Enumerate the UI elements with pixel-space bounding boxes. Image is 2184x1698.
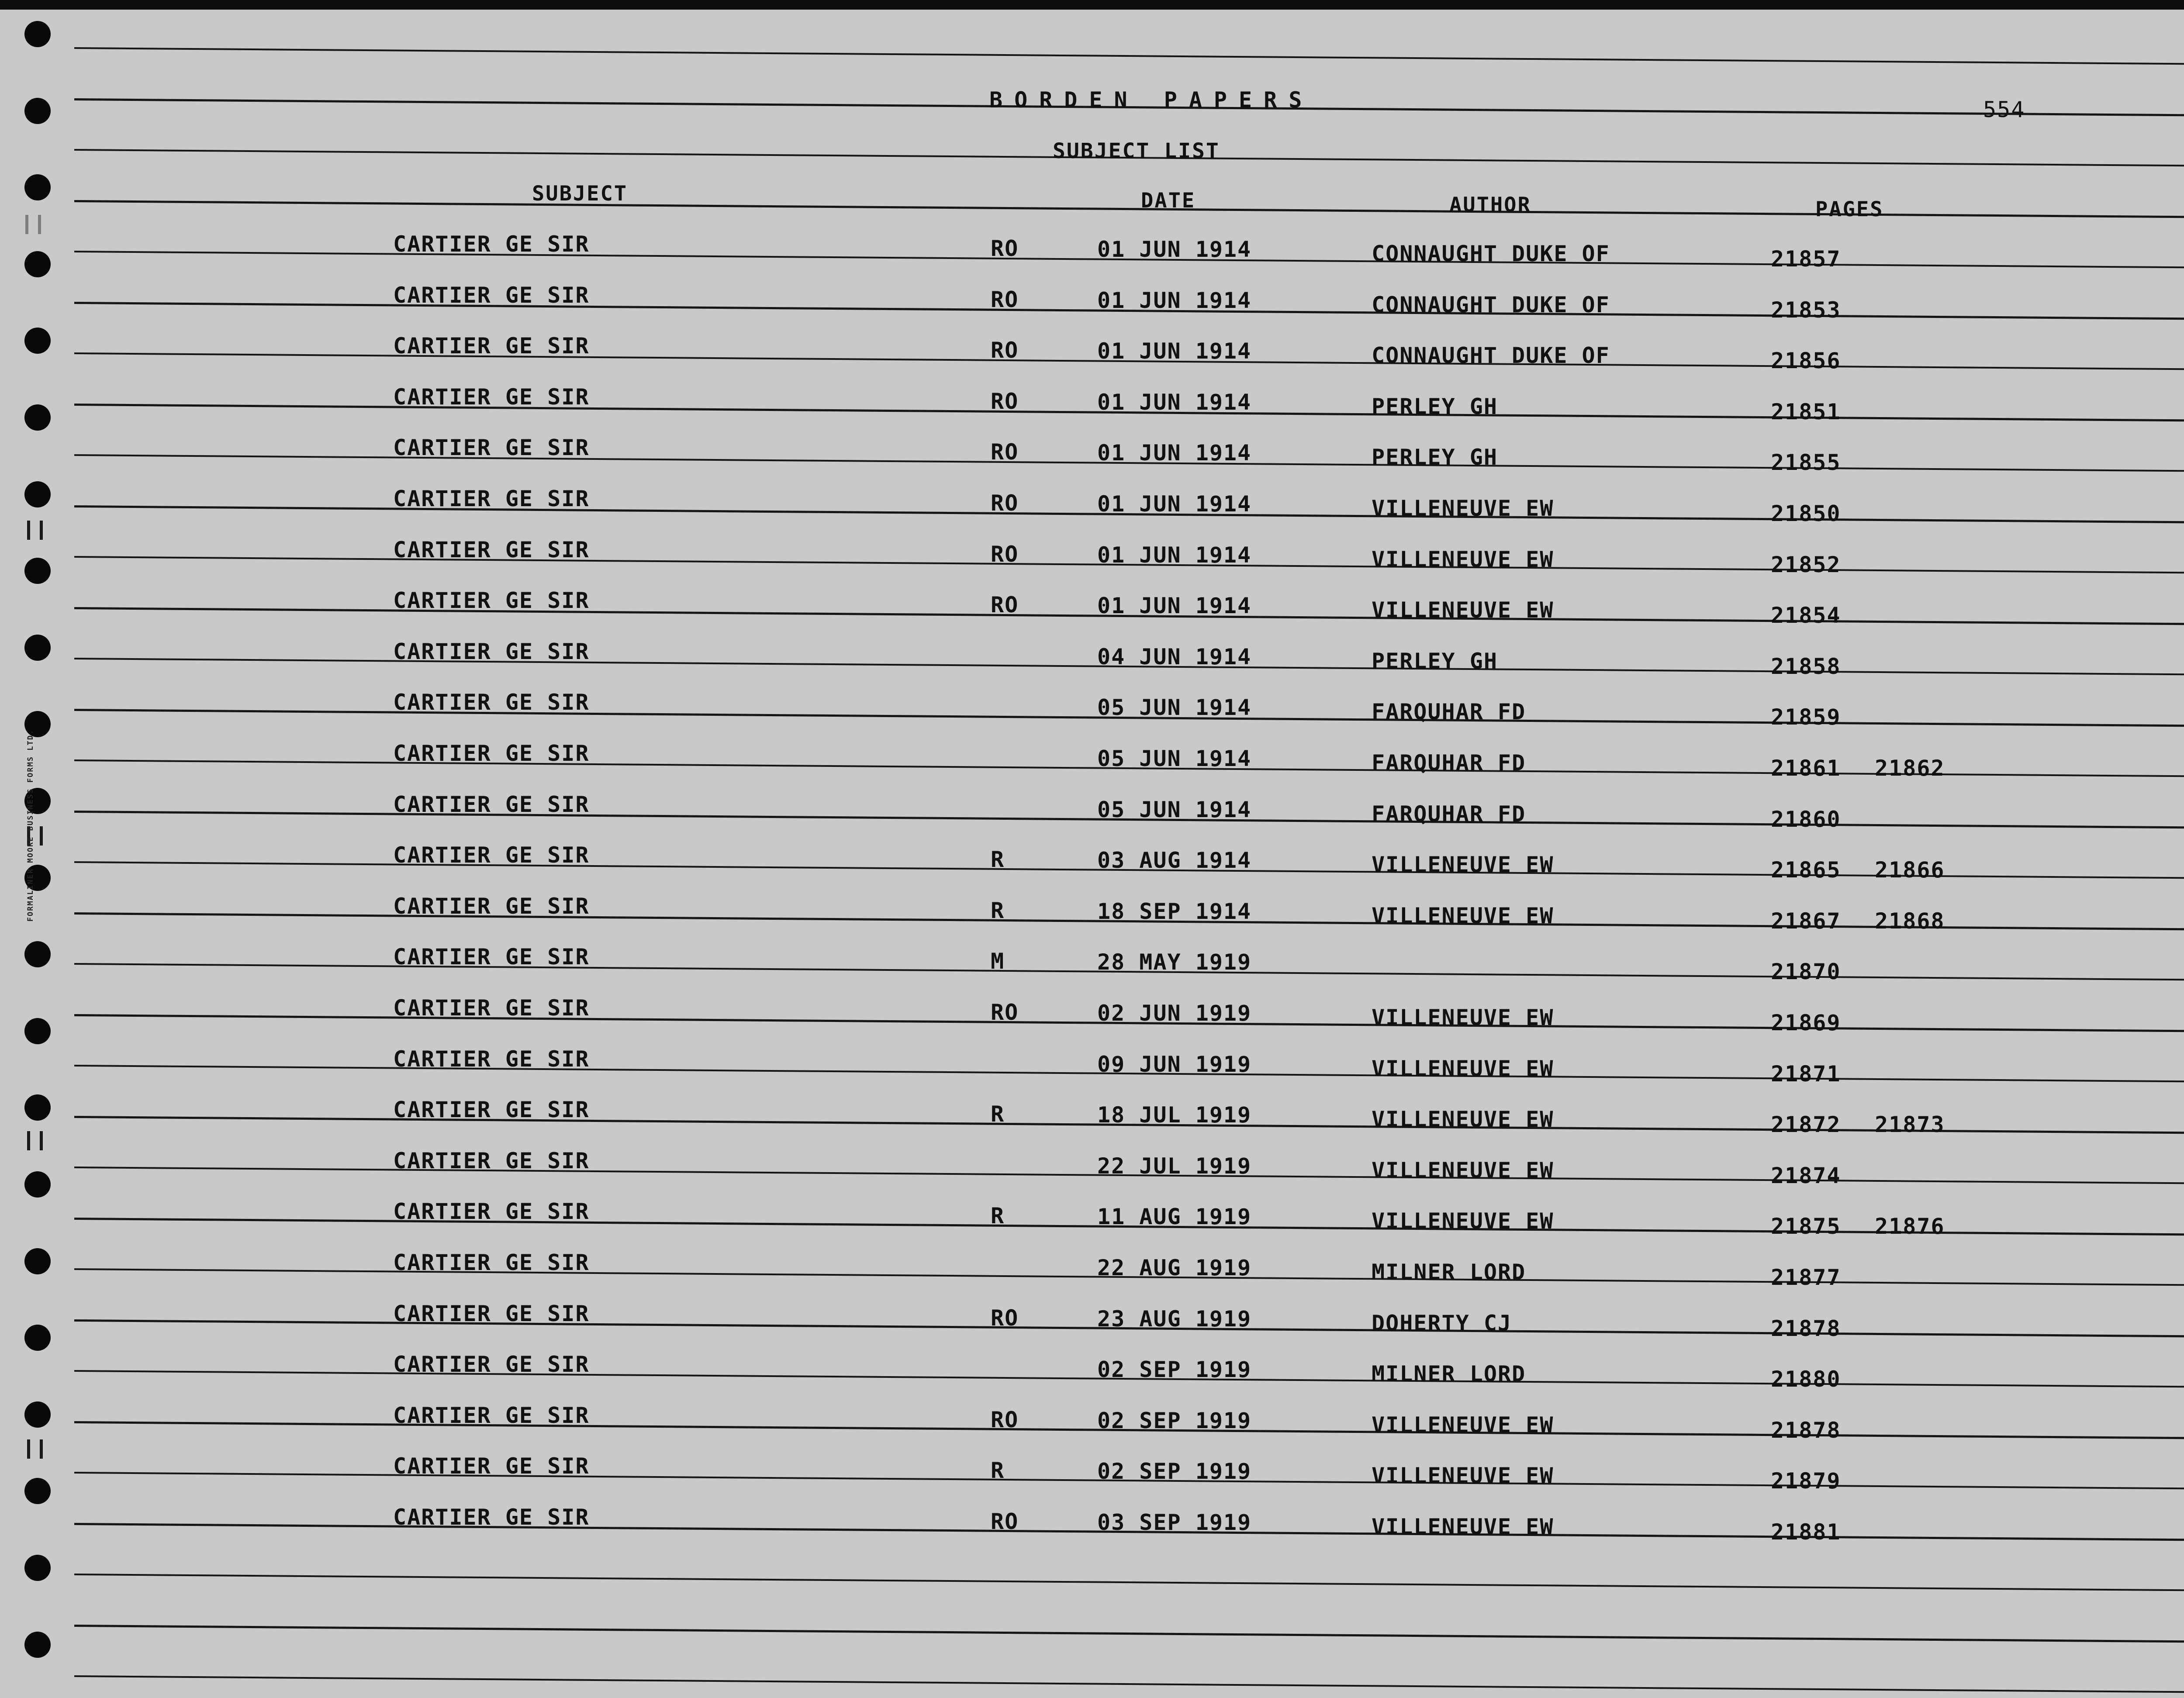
row-date: 02 SEP 1919 (1097, 1357, 1252, 1383)
row-author: MILNER LORD (1372, 1260, 1526, 1285)
row-pages: 21876 (1875, 1214, 1945, 1239)
row-author: VILLENEUVE EW (1372, 1412, 1554, 1438)
row-author: FARQUHAR FD (1372, 699, 1526, 725)
row-pages: 21853 (1771, 297, 1841, 323)
row-pages: 21866 (1875, 857, 1945, 883)
row-date: 18 JUL 1919 (1097, 1102, 1252, 1128)
row-subject: CARTIER GE SIR (393, 1250, 590, 1275)
row-pages: 21881 (1771, 1519, 1841, 1545)
row-code: RO (991, 286, 1019, 312)
row-code: RO (991, 1305, 1019, 1331)
row-author: VILLENEUVE EW (1372, 903, 1554, 928)
row-pages: 21878 (1771, 1417, 1841, 1443)
row-subject: CARTIER GE SIR (393, 995, 590, 1021)
row-date: 01 JUN 1914 (1097, 338, 1252, 364)
row-date: 05 JUN 1914 (1097, 695, 1252, 721)
row-subject: CARTIER GE SIR (393, 944, 590, 970)
row-date: 01 JUN 1914 (1097, 440, 1252, 466)
row-date: 22 JUL 1919 (1097, 1153, 1252, 1179)
document-subtitle: SUBJECT LIST (1053, 139, 1220, 163)
row-code: RO (991, 388, 1019, 414)
row-code: RO (991, 236, 1019, 261)
row-subject: CARTIER GE SIR (393, 1453, 590, 1479)
row-date: 01 JUN 1914 (1097, 593, 1252, 619)
row-pages: 21862 (1875, 756, 1945, 781)
row-author: CONNAUGHT DUKE OF (1372, 241, 1610, 266)
row-pages: 21867 (1771, 908, 1841, 934)
column-header-subject: SUBJECT (532, 182, 628, 206)
row-code: RO (991, 592, 1019, 618)
row-date: 22 AUG 1919 (1097, 1255, 1252, 1280)
row-pages: 21865 (1771, 857, 1841, 883)
row-pages: 21877 (1771, 1265, 1841, 1290)
row-date: 03 SEP 1919 (1097, 1510, 1252, 1535)
row-subject: CARTIER GE SIR (393, 282, 590, 308)
row-date: 28 MAY 1919 (1097, 949, 1252, 975)
row-code: RO (991, 490, 1019, 516)
row-author: CONNAUGHT DUKE OF (1372, 343, 1610, 369)
side-margin-label: FORMALINER MOORE BUSINESS FORMS LTD. (26, 729, 35, 922)
row-author: PERLEY GH (1372, 445, 1498, 470)
row-author: VILLENEUVE EW (1372, 852, 1554, 878)
row-subject: CARTIER GE SIR (393, 537, 590, 563)
row-subject: CARTIER GE SIR (393, 1046, 590, 1072)
row-date: 05 JUN 1914 (1097, 797, 1252, 822)
row-author: VILLENEUVE EW (1372, 546, 1554, 572)
row-pages: 21852 (1771, 552, 1841, 577)
row-author: PERLEY GH (1372, 393, 1498, 419)
row-date: 01 JUN 1914 (1097, 237, 1252, 262)
row-date: 02 JUN 1919 (1097, 1001, 1252, 1026)
row-code: M (991, 949, 1005, 974)
row-pages: 21870 (1771, 959, 1841, 985)
row-pages: 21875 (1771, 1214, 1841, 1239)
row-pages: 21856 (1771, 348, 1841, 374)
row-subject: CARTIER GE SIR (393, 588, 590, 614)
column-header-date: DATE (1141, 189, 1196, 213)
row-pages: 21880 (1771, 1367, 1841, 1392)
row-pages: 21869 (1771, 1010, 1841, 1035)
row-pages: 21878 (1771, 1315, 1841, 1341)
row-pages: 21868 (1875, 908, 1945, 934)
row-author: VILLENEUVE EW (1372, 1514, 1554, 1539)
row-pages: 21879 (1771, 1468, 1841, 1494)
row-subject: CARTIER GE SIR (393, 842, 590, 868)
row-author: VILLENEUVE EW (1372, 1157, 1554, 1183)
row-subject: CARTIER GE SIR (393, 1301, 590, 1326)
row-author: DOHERTY CJ (1372, 1310, 1512, 1336)
column-header-author: AUTHOR (1449, 193, 1531, 217)
row-subject: CARTIER GE SIR (393, 690, 590, 715)
row-subject: CARTIER GE SIR (393, 1097, 590, 1123)
row-subject: CARTIER GE SIR (393, 486, 590, 511)
row-code: RO (991, 338, 1019, 363)
row-code: RO (991, 1509, 1019, 1534)
row-author: MILNER LORD (1372, 1361, 1526, 1387)
row-subject: CARTIER GE SIR (393, 1402, 590, 1428)
row-date: 09 JUN 1919 (1097, 1051, 1252, 1077)
row-subject: CARTIER GE SIR (393, 893, 590, 919)
column-header-pages: PAGES (1815, 197, 1884, 221)
row-date: 01 JUN 1914 (1097, 389, 1252, 415)
row-subject: CARTIER GE SIR (393, 435, 590, 461)
row-author: VILLENEUVE EW (1372, 1107, 1554, 1132)
row-author: CONNAUGHT DUKE OF (1372, 292, 1610, 318)
row-subject: CARTIER GE SIR (393, 1352, 590, 1377)
row-date: 01 JUN 1914 (1097, 287, 1252, 313)
row-code: R (991, 847, 1005, 873)
document-title: BORDEN PAPERS (989, 87, 1314, 113)
row-date: 01 JUN 1914 (1097, 542, 1252, 568)
row-subject: CARTIER GE SIR (393, 1148, 590, 1173)
row-date: 05 JUN 1914 (1097, 746, 1252, 771)
row-code: R (991, 1203, 1005, 1229)
row-pages: 21855 (1771, 450, 1841, 476)
row-subject: CARTIER GE SIR (393, 231, 590, 257)
row-date: 04 JUN 1914 (1097, 644, 1252, 670)
row-author: FARQUHAR FD (1372, 801, 1526, 827)
row-pages: 21874 (1771, 1163, 1841, 1188)
row-date: 02 SEP 1919 (1097, 1459, 1252, 1484)
row-author: PERLEY GH (1372, 648, 1498, 674)
row-pages: 21871 (1771, 1061, 1841, 1087)
row-pages: 21854 (1771, 603, 1841, 628)
row-date: 02 SEP 1919 (1097, 1408, 1252, 1433)
row-subject: CARTIER GE SIR (393, 333, 590, 359)
row-subject: CARTIER GE SIR (393, 638, 590, 664)
row-subject: CARTIER GE SIR (393, 741, 590, 766)
row-code: RO (991, 1000, 1019, 1025)
row-author: VILLENEUVE EW (1372, 496, 1554, 521)
row-pages: 21873 (1875, 1112, 1945, 1138)
row-date: 11 AUG 1919 (1097, 1204, 1252, 1230)
page-number: 554 (1983, 97, 2025, 122)
row-subject: CARTIER GE SIR (393, 384, 590, 410)
row-code: R (991, 1458, 1005, 1484)
row-pages: 21850 (1771, 501, 1841, 526)
row-pages: 21861 (1771, 756, 1841, 781)
row-pages: 21851 (1771, 399, 1841, 424)
row-code: RO (991, 541, 1019, 567)
row-date: 01 JUN 1914 (1097, 491, 1252, 517)
row-date: 18 SEP 1914 (1097, 898, 1252, 924)
row-subject: CARTIER GE SIR (393, 1505, 590, 1530)
row-date: 03 AUG 1914 (1097, 848, 1252, 873)
row-code: RO (991, 1407, 1019, 1432)
row-code: R (991, 897, 1005, 923)
row-author: FARQUHAR FD (1372, 750, 1526, 776)
row-author: VILLENEUVE EW (1372, 597, 1554, 623)
row-pages: 21859 (1771, 704, 1841, 730)
row-subject: CARTIER GE SIR (393, 1199, 590, 1225)
row-author: VILLENEUVE EW (1372, 1463, 1554, 1489)
row-pages: 21858 (1771, 653, 1841, 679)
row-author: VILLENEUVE EW (1372, 1208, 1554, 1234)
row-code: R (991, 1101, 1005, 1127)
row-pages: 21872 (1771, 1112, 1841, 1138)
row-pages: 21857 (1771, 246, 1841, 272)
row-code: RO (991, 439, 1019, 465)
row-pages: 21860 (1771, 806, 1841, 832)
row-author: VILLENEUVE EW (1372, 1005, 1554, 1030)
row-author: VILLENEUVE EW (1372, 1056, 1554, 1081)
row-subject: CARTIER GE SIR (393, 791, 590, 817)
row-date: 23 AUG 1919 (1097, 1306, 1252, 1332)
